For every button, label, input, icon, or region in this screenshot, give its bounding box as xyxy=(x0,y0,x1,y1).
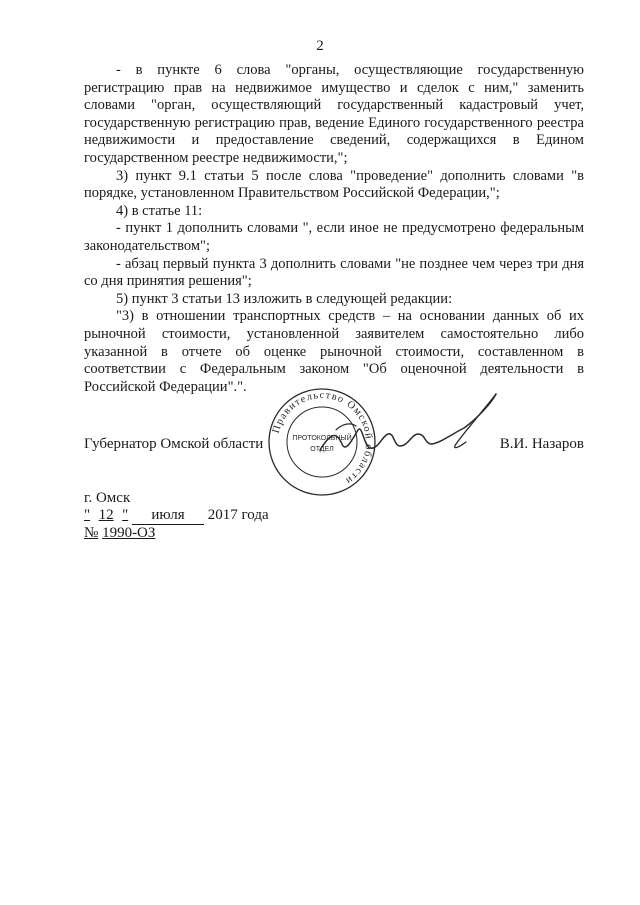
governor-title: Губернатор Омской области xyxy=(84,436,264,452)
law-amendments-text xyxy=(84,62,584,396)
date-line xyxy=(84,507,269,525)
paragraph: - в пункте 6 слова "органы, осуществляющие государственную регистрацию прав на недвижимое имущество и сделок с ним," заменить словами "орган, осуществляющий государственный кадастровый учет, государственную регистрацию прав, ведение Единого государственного реестра недвижимости и предоставление сведений, содержащихся в Едином государственном реестре недвижимости,"; xyxy=(84,62,584,166)
page-number: 2 xyxy=(316,38,324,54)
date-month: июля xyxy=(132,507,204,525)
stamp-inner-line1: ПРОТОКОЛЬНЫЙ xyxy=(292,435,352,442)
paragraph: 5) пункт 3 статьи 13 изложить в следующей редакции: xyxy=(116,290,453,307)
date-year: 2017 года xyxy=(207,507,269,523)
number-sign: № xyxy=(84,525,99,541)
city: г. Омск xyxy=(84,490,131,506)
paragraph: "3) в отношении транспортных средств – на основании данных об их рыночной стоимости, установленной заявителем самостоятельно либо указанной в отчете об оценке рыночной стоимости, составленном в соответствии с Федеральным законом "Об оценочной деятельности в Российской Федерации".". xyxy=(84,308,584,395)
date-quote-open: " xyxy=(84,507,91,523)
document-number: 1990-ОЗ xyxy=(102,525,156,541)
paragraph: 3) пункт 9.1 статьи 5 после слова "проведение" дополнить словами "в порядке, установленном Правительством Российской Федерации,"; xyxy=(84,167,584,202)
stamp-inner-line2: ОТДЕЛ xyxy=(310,446,334,453)
handwritten-signature xyxy=(306,390,502,470)
paragraph: - пункт 1 дополнить словами ", если иное не предусмотрено федеральным законодательством"; xyxy=(84,220,584,254)
date-day: 12 xyxy=(98,507,114,523)
date-quote-close: " xyxy=(122,507,129,523)
document-number-line xyxy=(84,525,269,542)
stamp-outer-text: Правительство Омской области xyxy=(270,389,375,487)
governor-name: В.И. Назаров xyxy=(499,436,584,452)
document-footer xyxy=(84,490,269,542)
paragraph: 4) в статье 11: xyxy=(116,202,203,219)
paragraph: - абзац первый пункта 3 дополнить словами "не позднее чем через три дня со дня принятия решения"; xyxy=(84,255,584,290)
